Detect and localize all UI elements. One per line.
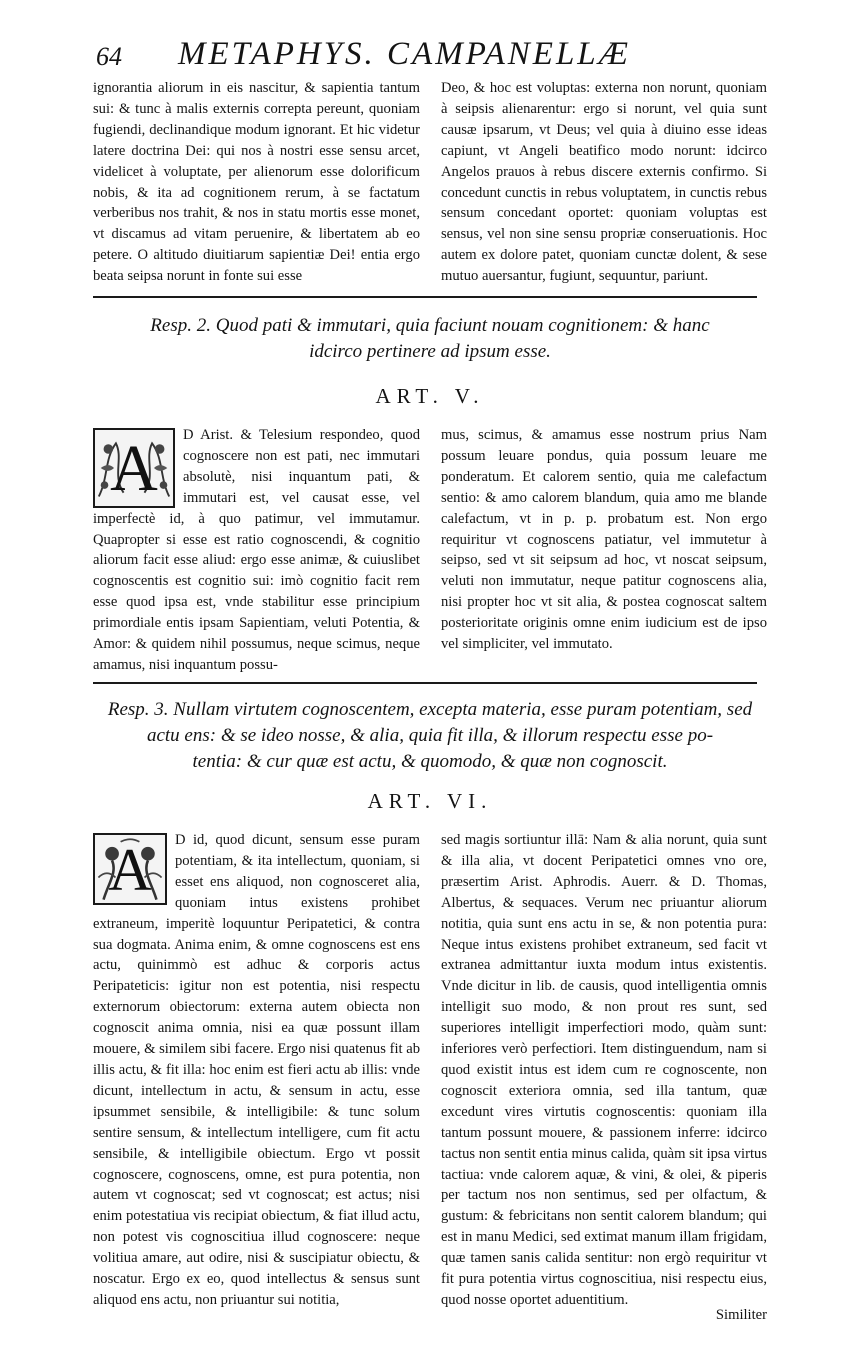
running-head (96, 36, 756, 76)
section1-left-text: ignorantia aliorum in eis nascitur, & sapientia tantum sui: & tunc à malis externis correpta pereunt, quoniam fugiendi, declinandique modum ignorant. Et hic videtur latere doctrina Dei: qui nos à nostri esse sensu arcet, videlicet à voluptate, per alienorum esse dolorificum nobis, & ita ad cognitionem rerum, à se factatum verberibus nos trahit, & nos in statu mortis esse monet, vt discamus ad vitam peruenire, & libertatem ab eo petere. O altitudo diuitiarum sapientiæ Dei! entia ergo beata seipsa norunt in fonte sui esse (93, 80, 420, 285)
ornamental-initial-icon (93, 833, 167, 905)
drop-cap-letter: A (108, 837, 152, 903)
article-6-right-text: sed magis sortiuntur illā: Nam & alia norunt, quia sunt & illa alia, vt docent Peripatetici omnes vno ore, præsertim Arist. Aphrodis. Auerr. & D. Thomas, Albertus, & sequaces. Verum nec priuantur aliorum notitia, quia sunt ens actu in se, & non potentia pura: Neque intus existens prohibet extraneum, sed facit vt extranea admittantur iuxta modum intus existentis. Vnde dicitur in lib. de causis, quod intelligentia omnis intelligit suo modo, & non prout res sunt, sed superiores intelligit imperfectiori modo, quàm sunt: inferiores verò perfectiori. Item distinguendum, nam si quod existit intus est idem cum re cognoscente, non cognoscit exteriora omnia, sed illa tantum, quæ excedunt vires virtutis cognoscentis: quoniam illa tantum possunt mouere, & passionem inferre: idcirco tactus non sentit entia minus calida, quàm sit ipsa virtus tactiua: vnde calorem aquæ, & vini, & olei, & piperis per tactum nos non sentimus, sed per olfactum, & gustum: & febricitans non sentit calorem blandum; qui est in manu Medici, sed extimat manum illam frigidam, quæ tamen sanis calida sentitur: non ergò requiritur vt fit pura potentia virtus cognoscitiua, nisi respectu eius, quod nosse oportet aduentitium. (441, 832, 767, 1308)
response-2-heading (93, 313, 767, 365)
article-6-left-column (93, 830, 420, 1308)
article-6-right-column (441, 830, 767, 1308)
page-number: 64 (96, 42, 122, 71)
section-divider (93, 682, 757, 684)
section1-right-column (441, 78, 767, 285)
response-3-line-2: actu ens: & se ideo nosse, & alia, quia fit illa, & illorum respectu esse po- (146, 725, 714, 746)
drop-cap-letter: A (110, 432, 158, 505)
article-5-heading: ART. V. (375, 384, 485, 408)
section-divider (93, 296, 757, 298)
response-2-line-1: Resp. 2. Quod pati & immutari, quia faciunt nouam cognitionem: & hanc (150, 315, 710, 336)
article-5-right-column (441, 425, 767, 670)
article-6-left-text: D id, quod dicunt, sensum esse puram potentiam, & ita intellectum, quoniam, si esset ens aliquod, non cognosceret alia, quoniam intus existens prohibet extraneum, imperitè loquuntur Peripatetici, & contra sua dogmata. Anima enim, & omne cognoscens est ens actu, quinimmò est adhuc & corporis actus Peripateticis: igitur non est potentia, nisi respectu externorum obiectorum: externa autem obiecta non cognoscit anima omnia, nisi ea quæ possunt illam mouere, & similem sibi facere. Ergo nisi quatenus fit ab illis actu, & fit illa: hoc enim est fieri actu ab illis: vnde dicunt, intellectum in actu, & sensum in actu, esse ipsummet sensibile, & intelligibile: & tunc solum sentire sensum, & intellectum intelligere, cum fit actu sensibile, & intelligibile obiectum. Ergo vt possit cognoscere, cognoscens, omne, est pura potentia, non autem vt cognoscat; sed vt cognoscat; est actus; nisi enim potestatiua vis recipiat obiectum, & fiat illud actu, non potest vis cognoscitiua illud cognoscere: neque volitiua amare, aut odire, nisi & suscipiatur obiectu, & noscatur. Ergo ex eo, quod intellectus & sensus sunt aliquod ens actu, non priuantur sui notitia, (93, 832, 420, 1308)
response-3-heading (93, 697, 767, 775)
article-5-left-text: D Arist. & Telesium respondeo, quod cognoscere non est pati, nec immutari absolutè, nisi inquantum pati, & immutari est, vel causat esse, vel imperfectè id, à quo patimur, vel immutamur. Quapropter si esse est ratio cognoscendi, & cognitio aliorum facit esse aliud: ergo esse animæ, & cuiuslibet cognoscentis est cognitio sui: imò cognitio facit rem esse quod ipsa est, vnde stabilitur esse principium primordiale entis ipsam Sapientiam, veluti Potentia, & Amor: & quidem nihil possumus, neque scimus, neque amamus, nisi inquantum possu- (93, 427, 420, 673)
catchword: Similiter (715, 1307, 767, 1323)
ornamental-initial-icon (93, 428, 175, 508)
response-3-line-1: Resp. 3. Nullam virtutem cognoscentem, excepta materia, esse puram potentiam, sed (107, 699, 753, 720)
response-2-line-2: idcirco pertinere ad ipsum esse. (309, 341, 551, 362)
article-6-heading: ART. VI. (367, 789, 493, 813)
article-5-left-column (93, 425, 420, 673)
section1-right-text: Deo, & hoc est voluptas: externa non norunt, quoniam à seipsis alienarentur: ergo si norunt, vel quia sunt causæ ipsarum, vt Deus; vel quia à diuino esse ideas capiunt, vt Angeli beatifico modo norunt: idcirco Angelos prauos à rebus discere externis confirmo. Si concedunt cunctis in rebus voluptatem, in cunctis rebus sensum concedant oportet: quoniam voluptas est sensus, vel non sine sensu propriæ conseruationis. Hoc autem ex dolore patet, quoniam cunctæ dolent, & sese mutuo auersantur, fugiunt, sequuntur, pariunt. (441, 80, 767, 285)
running-title: METAPHYS. CAMPANELLÆ (178, 36, 631, 72)
section1-left-column (93, 78, 420, 285)
article-5-right-text: mus, scimus, & amamus esse nostrum prius Nam possum leuare pondus, quia possum leuare me ponderatum. Et calorem sentio, quia me calefactum sentio: & amo calorem blandum, quia amo me blande calefactum, vt in p. p. probatum est. Non ergo requiritur vt cognoscens patiatur, vel immutetur à seipso, sed vt sit seipsum ad hoc, vt noscat seipsum, veluti non immutatur, neque patitur cognoscens alia, nisi propter hoc vt sit alia, & postea cognoscat saltem posterioritate originis omne enim iudicium est de ipso vel simpliciter, vel immutato. (441, 427, 767, 653)
response-3-line-3: tentia: & cur quæ est actu, & quomodo, & quæ non cognoscit. (192, 751, 668, 772)
